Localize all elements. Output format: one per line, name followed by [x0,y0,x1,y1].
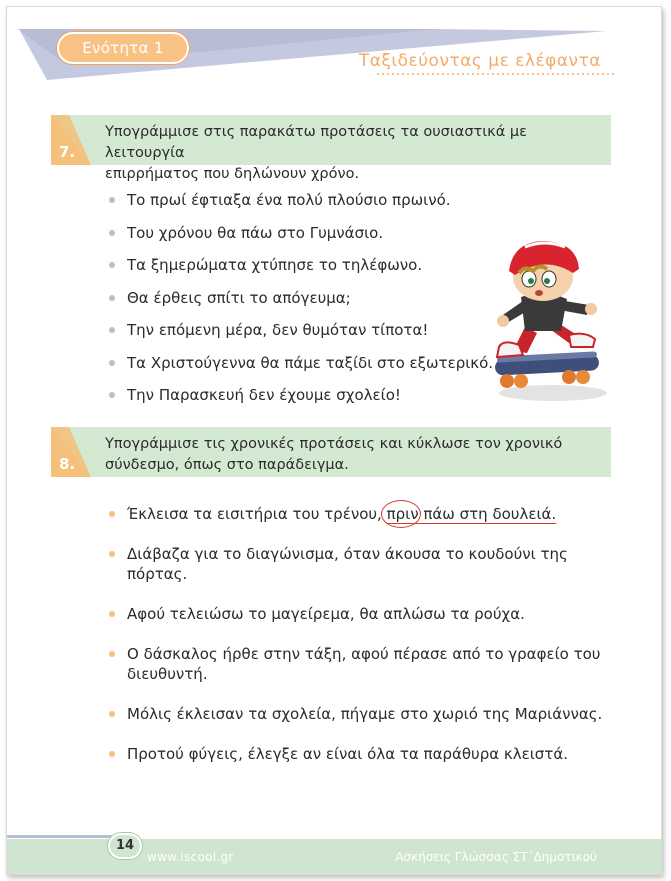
title-underline [377,73,617,75]
example-item [127,504,607,524]
bullet-icon [109,611,115,617]
instruction-line: επιρρήματος που δηλώνουν χρόνο. [105,166,360,182]
list-item [127,255,493,275]
exercise-instruction [105,434,605,476]
list-item [127,604,607,624]
bullet-icon [109,751,115,757]
bullet-icon [109,651,115,657]
sentence-text: Την επόμενη μέρα, δεν θυμόταν τίποτα! [127,321,429,339]
sentence-text: Του χρόνου θα πάω στο Γυμνάσιο. [127,223,384,242]
circled-connector [387,504,419,524]
sentence-text: Μόλις έκλεισαν τα σχολεία, πήγαμε στο χωριό της Μαριάννας. [127,705,603,723]
list-item [127,704,607,724]
list-item [127,744,607,764]
unit-label: Ενότητα 1 [57,32,189,64]
bullet-icon [109,551,115,557]
list-item [127,288,493,308]
connector-text: πριν [386,505,419,523]
worksheet-page [6,6,662,875]
sentence-text: Την Παρασκευή δεν έχουμε σχολείο! [127,386,401,404]
exercise-7-header [51,115,611,182]
bullet-icon [109,327,115,333]
bullet-icon [109,230,115,236]
sentence-text: Τα Χριστούγεννα θα πάμε ταξίδι στο εξωτερικό. [127,353,494,372]
exercise-number: 7. [59,143,76,161]
sentence-text: Τα ξημερώματα χτύπησε το τηλέφωνο. [127,256,423,274]
example-before: Έκλεισα τα εισιτήρια του τρένου, [127,505,387,523]
bullet-icon [109,711,115,717]
bullet-icon [109,295,115,301]
bullet-icon [109,360,115,366]
list-item [127,223,493,243]
instruction-line: σύνδεσμο, όπως στο παράδειγμα. [105,457,349,473]
footer-url[interactable]: www.iscool.gr [147,850,234,864]
sentence-text: Το πρωί έφτιαξα ένα πολύ πλούσιο πρωινό. [127,191,451,209]
bullet-icon [109,392,115,398]
footer-book-name: Ασκήσεις Γλώσσας ΣΤ΄Δημοτικού [395,850,597,864]
underlined-clause: πάω στη δουλειά. [418,505,557,523]
footer-accent-line [7,835,117,838]
sentence-text: Αφού τελειώσω το μαγείρεμα, θα απλώσω τα ρούχα. [127,605,525,623]
bullet-icon [109,511,115,517]
list-item [127,353,493,373]
instruction-line: Υπογράμμισε στις παρακάτω προτάσεις τα ουσιαστικά με λειτουργία [105,124,527,161]
exercise-number: 8. [59,455,76,473]
sentence-text: Ο δάσκαλος ήρθε στην τάξη, αφού πέρασε από το γραφείο του διευθυντή. [127,645,601,683]
list-item [127,644,607,684]
exercise-8-sentences [127,504,607,784]
sentence-text: Προτού φύγεις, έλεγξε αν είναι όλα τα παράθυρα κλειστά. [127,745,568,763]
bullet-icon [109,197,115,203]
bullet-icon [109,262,115,268]
list-item [127,190,493,210]
exercise-7-sentences [127,190,493,418]
exercise-instruction [105,122,605,185]
list-item [127,544,607,584]
page-number: 14 [108,833,142,859]
list-item [127,320,493,340]
book-title: Ταξιδεύοντας με ελέφαντα [358,51,601,71]
exercise-8-header [51,427,611,477]
sentence-text: Διάβαζα για το διαγώνισμα, όταν άκουσα το κουδούνι της πόρτας. [127,545,568,583]
sentence-text: Θα έρθεις σπίτι το απόγευμα; [127,288,351,307]
list-item [127,385,493,405]
instruction-line: Υπογράμμισε τις χρονικές προτάσεις και κύκλωσε τον χρονικό [105,436,563,452]
skateboarder-illustration [485,235,607,407]
